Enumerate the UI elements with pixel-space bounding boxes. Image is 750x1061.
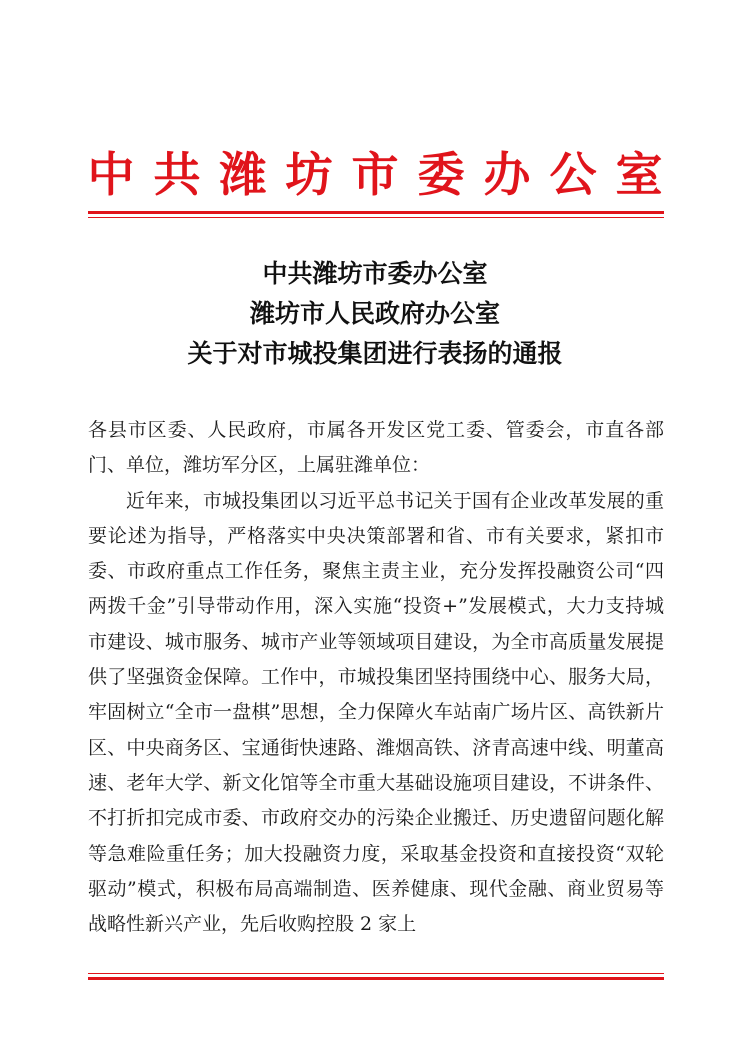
salutation: 各县市区委、人民政府，市属各开发区党工委、管委会，市直各部门、单位，潍坊军分区，上属驻潍单位： xyxy=(88,419,664,477)
document-title xyxy=(0,254,750,374)
document-title-line-1: 中共潍坊市委办公室 xyxy=(262,259,488,288)
masthead-red-rule-thin xyxy=(88,217,664,218)
bottom-red-rule-thin xyxy=(88,973,664,974)
body-paragraph: 近年来，市城投集团以习近平总书记关于国有企业改革发展的重要论述为指导，严格落实中央决策部署和省、市有关要求，紧扣市委、市政府重点工作任务，聚焦主责主业，充分发挥投融资公司“四两拨千金”引导带动作用，深入实施“投资+”发展模式，大力支持城市建设、城市服务、城市产业等领域项目建设，为全市高质量发展提供了坚强资金保障。工作中，市城投集团坚持围绕中心、服务大局，牢固树立“全市一盘棋”思想，全力保障火车站南广场片区、高铁新片区、中央商务区、宝通街快速路、潍烟高铁、济青高速中线、明董高速、老年大学、新文化馆等全市重大基础设施项目建设，不讲条件、不打折扣完成市委、市政府交办的污染企业搬迁、历史遗留问题化解等急难险重任务；加大投融资力度，采取基金投资和直接投资“双轮驱动”模式，积极布局高端制造、医养健康、现代金融、商业贸易等战略性新兴产业，先后收购控股 2 家上 xyxy=(88,489,664,936)
masthead-red-rule-thick xyxy=(88,211,664,214)
document-title-line-2: 潍坊市人民政府办公室 xyxy=(249,299,500,328)
document-title-line-3: 关于对市城投集团进行表扬的通报 xyxy=(187,339,563,368)
bottom-red-rule-thick xyxy=(88,977,664,980)
masthead-title: 中共潍坊市委办公室 xyxy=(87,148,682,203)
document-body xyxy=(88,413,664,942)
